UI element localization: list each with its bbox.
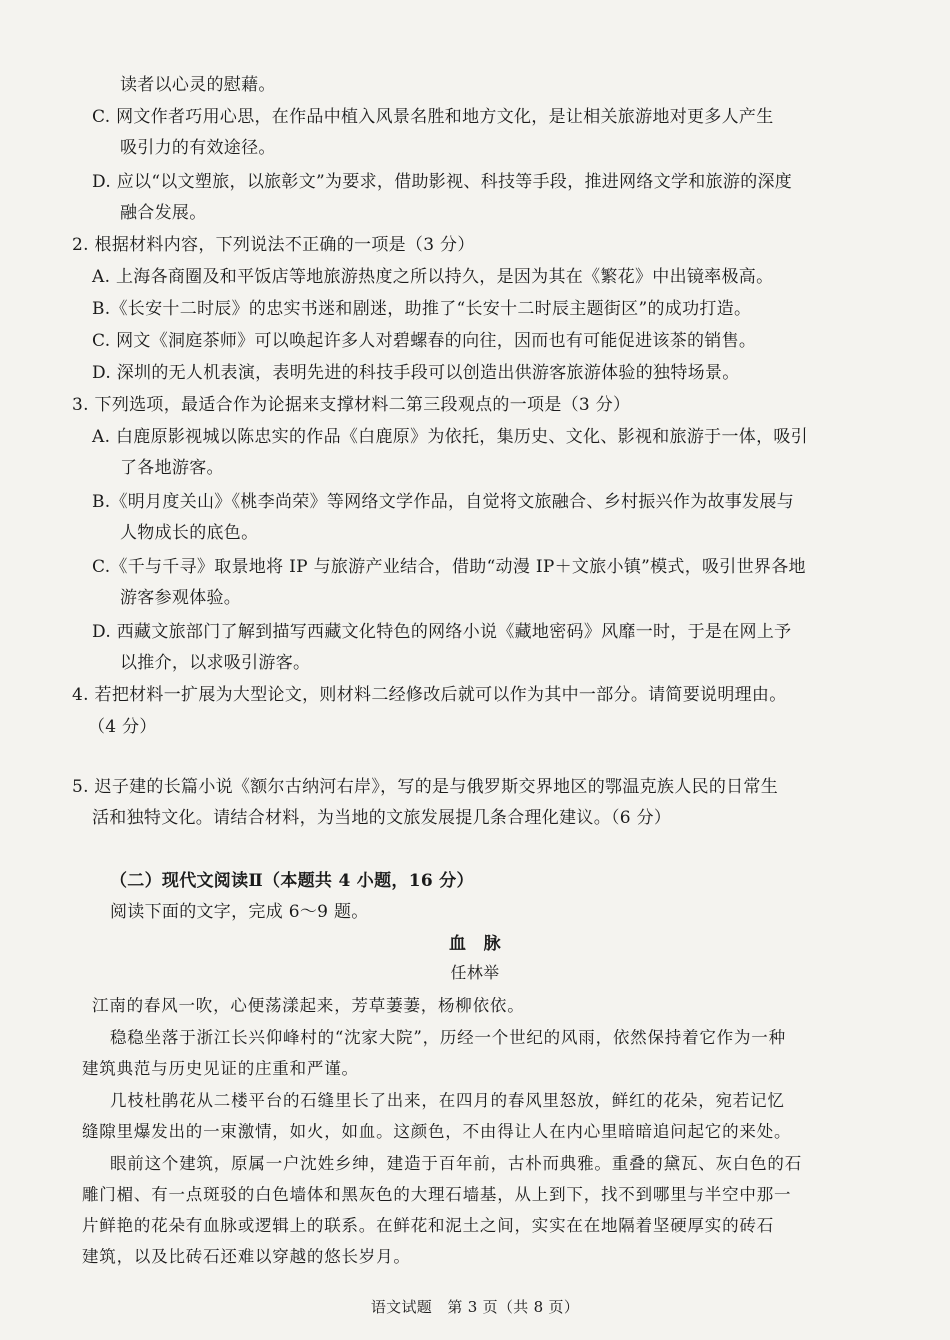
passage-paragraph-4-line1: 眼前这个建筑，原属一户沈姓乡绅，建造于百年前，古朴而典雅。重叠的黛瓦、灰白色的石 (110, 1154, 802, 1173)
section-instruction: 阅读下面的文字，完成 6～9 题。 (110, 902, 369, 922)
q1-option-c-line2: 吸引力的有效途径。 (120, 138, 276, 158)
q2-option-b: B.《长安十二时辰》的忠实书迷和剧迷，助推了“长安十二时辰主题街区”的成功打造。 (92, 299, 752, 319)
q2-stem: 2. 根据材料内容，下列说法不正确的一项是（3 分） (72, 235, 475, 255)
q3-option-d-line1: D. 西藏文旅部门了解到描写西藏文化特色的网络小说《藏地密码》风靡一时，于是在网上予 (92, 622, 792, 642)
passage-paragraph-3-line1: 几枝杜鹃花从二楼平台的石缝里长了出来，在四月的春风里怒放，鲜红的花朵，宛若记忆 (110, 1091, 785, 1110)
q3-stem: 3. 下列选项，最适合作为论据来支撑材料二第三段观点的一项是（3 分） (72, 395, 631, 415)
passage-paragraph-4-line4: 建筑，以及比砖石还难以穿越的悠长岁月。 (82, 1247, 411, 1266)
passage-paragraph-4-line2: 雕门楣、有一点斑驳的白色墙体和黑灰色的大理石墙基，从上到下，找不到哪里与半空中那一 (82, 1185, 792, 1204)
q1-option-d-line2: 融合发展。 (120, 203, 207, 223)
passage-paragraph-2-line2: 建筑典范与历史见证的庄重和严谨。 (82, 1059, 359, 1078)
q2-option-a: A. 上海各商圈及和平饭店等地旅游热度之所以持久，是因为其在《繁花》中出镜率极高。 (92, 267, 774, 287)
q3-option-c-line2: 游客参观体验。 (120, 588, 242, 608)
q3-option-b-line1: B.《明月度关山》《桃李尚荣》等网络文学作品，自觉将文旅融合、乡村振兴作为故事发展与 (92, 492, 794, 512)
q4-stem-line1: 4. 若把材料一扩展为大型论文，则材料二经修改后就可以作为其中一部分。请简要说明理由。 (72, 685, 787, 705)
passage-paragraph-3-line2: 缝隙里爆发出的一束激情，如火，如血。这颜色，不由得让人在内心里暗暗追问起它的来处。 (82, 1122, 792, 1141)
q2-option-c: C. 网文《洞庭茶师》可以唤起许多人对碧螺春的向往，因而也有可能促进该茶的销售。 (92, 331, 757, 351)
passage-title: 血 脉 (449, 934, 501, 954)
q2-option-d: D. 深圳的无人机表演，表明先进的科技手段可以创造出供游客旅游体验的独特场景。 (92, 363, 740, 383)
page-footer: 语文试题 第 3 页（共 8 页） (370, 1298, 580, 1316)
q3-option-a-line1: A. 白鹿原影视城以陈忠实的作品《白鹿原》为依托，集历史、文化、影视和旅游于一体，吸引 (92, 427, 808, 447)
q5-stem-line1: 5. 迟子建的长篇小说《额尔古纳河右岸》，写的是与俄罗斯交界地区的鄂温克族人民的日常生 (72, 777, 779, 797)
q1-option-c-line1: C. 网文作者巧用心思，在作品中植入风景名胜和地方文化，是让相关旅游地对更多人产生 (92, 107, 774, 127)
q3-option-d-line2: 以推介，以求吸引游客。 (120, 653, 311, 673)
q3-option-a-line2: 了各地游客。 (120, 458, 224, 478)
q4-stem-line2: （4 分） (88, 717, 157, 737)
q3-option-b-line2: 人物成长的底色。 (120, 523, 259, 543)
passage-author: 任林举 (450, 963, 500, 982)
passage-paragraph-4-line3: 片鲜艳的花朵有血脉或逻辑上的联系。在鲜花和泥土之间，实实在在地隔着坚硬厚实的砖石 (82, 1216, 774, 1235)
passage-paragraph-1: 江南的春风一吹，心便荡漾起来，芳草萋萋，杨柳依依。 (92, 996, 525, 1015)
passage-paragraph-2-line1: 稳稳坐落于浙江长兴仰峰村的“沈家大院”，历经一个世纪的风雨，依然保持着它作为一种 (110, 1028, 786, 1047)
q3-option-c-line1: C.《千与千寻》取景地将 IP 与旅游产业结合，借助“动漫 IP＋文旅小镇”模式，吸引世界各地 (92, 557, 806, 577)
q1-option-d-line1: D. 应以“以文塑旅，以旅彰文”为要求，借助影视、科技等手段，推进网络文学和旅游的深度 (92, 172, 793, 192)
section-heading: （二）现代文阅读Ⅱ（本题共 4 小题，16 分） (110, 871, 474, 891)
q5-stem-line2: 活和独特文化。请结合材料，为当地的文旅发展提几条合理化建议。（6 分） (92, 808, 672, 828)
q1-option-b-tail: 读者以心灵的慰藉。 (120, 75, 276, 95)
